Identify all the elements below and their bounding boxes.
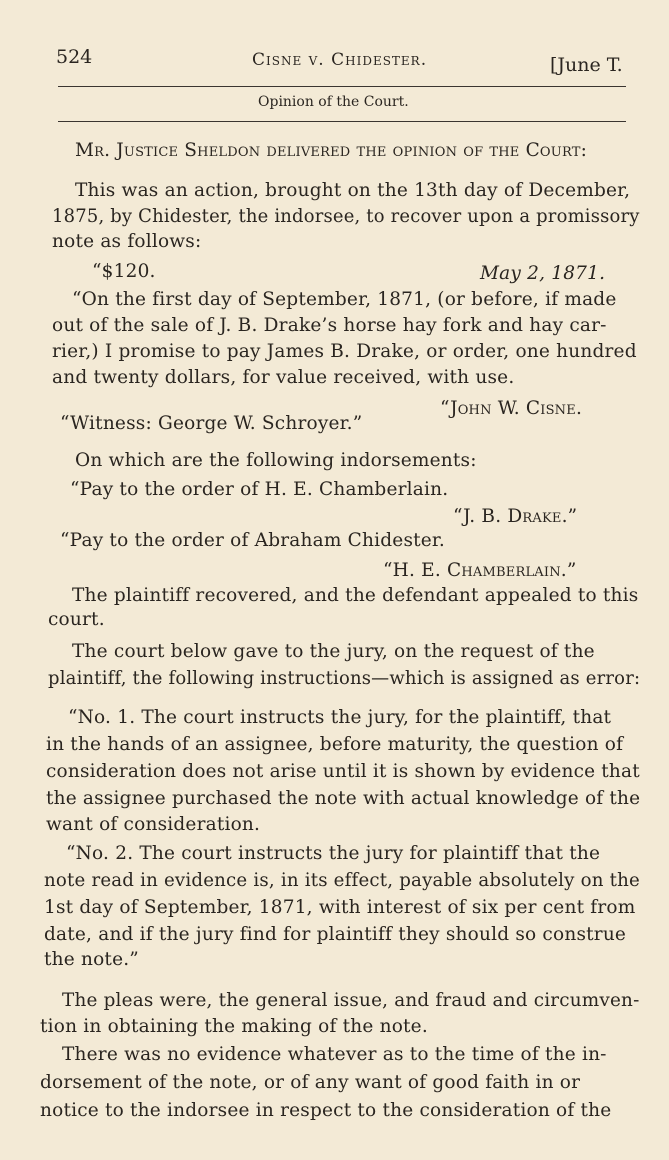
note-date: May 2, 1871.	[480, 263, 606, 284]
text-line: dorsement of the note, or of any want of good faith in or	[40, 1072, 581, 1093]
page-number: 524	[56, 46, 93, 68]
note-signature: “John W. Cisne.	[440, 398, 583, 419]
instruction-line: want of consideration.	[46, 814, 261, 835]
text-line: The pleas were, the general issue, and fraud and circumven-	[62, 990, 640, 1011]
text-line: The plaintiff recovered, and the defendant appealed to this	[72, 585, 639, 606]
instruction-line: consideration does not arise until it is shown by evidence that	[46, 761, 640, 782]
text-line: There was no evidence whatever as to the time of the in-	[62, 1044, 607, 1065]
opening-line: Mr. Justice Sheldon delivered the opinion of the Court:	[75, 140, 588, 161]
running-title: Cisne v. Chidester.	[252, 50, 428, 70]
instruction-line: date, and if the jury find for plaintiff they should so construe	[44, 924, 627, 945]
instruction-line: 1st day of September, 1871, with interest of six per cent from	[44, 897, 636, 918]
text-line: note as follows:	[52, 231, 202, 252]
text-line: The court below gave to the jury, on the request of the	[72, 641, 595, 662]
instruction-line: in the hands of an assignee, before maturity, the question of	[46, 734, 624, 755]
text-line: rier,) I promise to pay James B. Drake, or order, one hundred	[52, 341, 637, 362]
term-label: [June T.	[550, 54, 623, 76]
text-line: tion in obtaining the making of the note.	[40, 1016, 428, 1037]
instruction-line: “No. 1. The court instructs the jury, for the plaintiff, that	[68, 707, 612, 728]
indorsement-signature: “H. E. Chamberlain.”	[383, 560, 577, 581]
header-rule-bottom	[58, 121, 626, 122]
indorsement-signature: “J. B. Drake.”	[453, 506, 578, 527]
instruction-line: the assignee purchased the note with actual knowledge of the	[46, 788, 641, 809]
note-amount: “$120.	[92, 261, 156, 282]
indorsement-line: “Pay to the order of H. E. Chamberlain.	[70, 479, 449, 500]
text-line: 1875, by Chidester, the indorsee, to recover upon a promissory	[52, 206, 640, 227]
instruction-line: “No. 2. The court instructs the jury for plaintiff that the	[66, 843, 601, 864]
text-line: This was an action, brought on the 13th day of December,	[75, 180, 631, 201]
instruction-line: the note.”	[44, 949, 139, 970]
instruction-line: note read in evidence is, in its effect, payable absolutely on the	[44, 870, 640, 891]
witness-line: “Witness: George W. Schroyer.”	[60, 413, 363, 434]
text-line: “On the first day of September, 1871, (or before, if made	[72, 289, 617, 310]
text-line: court.	[48, 609, 105, 630]
text-line: On which are the following indorsements:	[75, 450, 477, 471]
header-rule-top	[58, 86, 626, 87]
text-line: out of the sale of J. B. Drake’s horse hay fork and hay car-	[52, 315, 607, 336]
text-line: plaintiff, the following instructions—which is assigned as error:	[48, 668, 641, 689]
section-subtitle: Opinion of the Court.	[258, 94, 409, 110]
indorsement-line: “Pay to the order of Abraham Chidester.	[60, 530, 446, 551]
text-line: and twenty dollars, for value received, with use.	[52, 367, 515, 388]
text-line: notice to the indorsee in respect to the consideration of the	[40, 1100, 612, 1121]
